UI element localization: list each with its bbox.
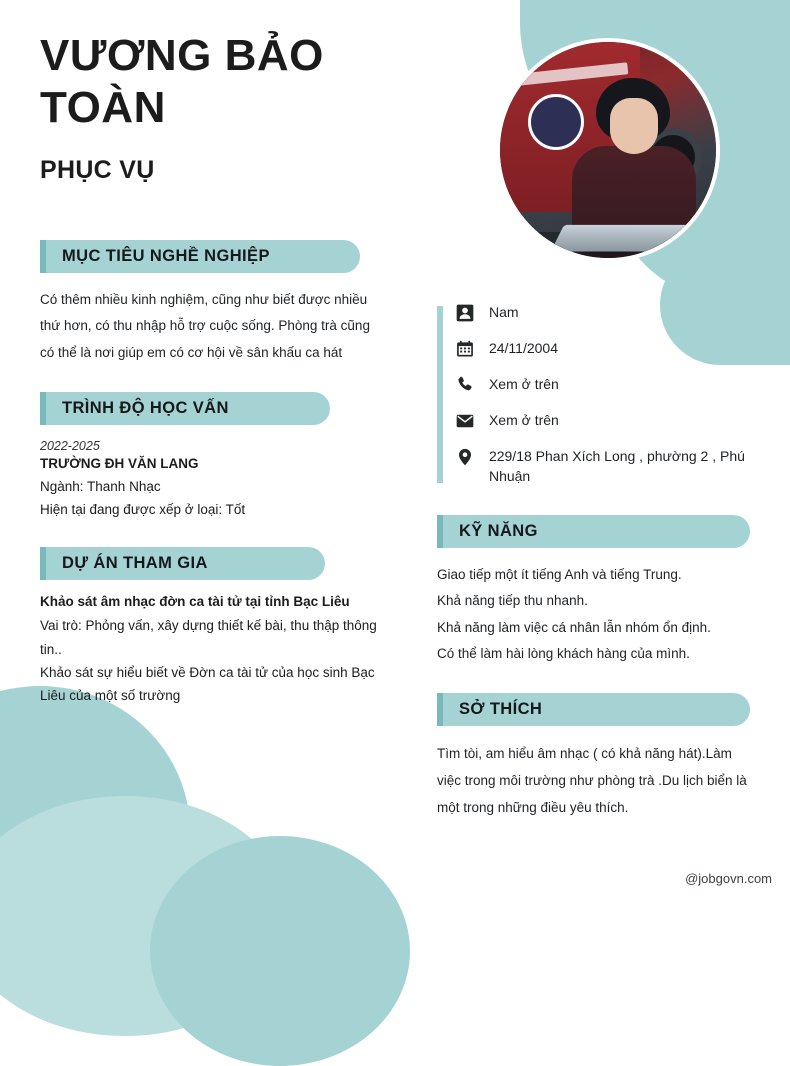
calendar-icon: [455, 339, 475, 359]
contact-value-gender: Nam: [488, 304, 519, 320]
section-projects: [40, 547, 381, 707]
avatar-image: [500, 42, 716, 258]
section-title-skills: KỸ NĂNG: [437, 515, 750, 548]
right-column: [399, 240, 750, 847]
skill-line-4: Có thể làm hài lòng khách hàng của mình.: [436, 645, 690, 661]
contact-row-address: [455, 446, 750, 487]
watermark: @jobgovn.com: [685, 871, 772, 886]
education-school: TRƯỜNG ĐH VĂN LANG: [40, 455, 199, 471]
person-icon: [455, 303, 475, 323]
contact-value-phone: Xem ở trên: [488, 376, 559, 392]
contact-value-address: 229/18 Phan Xích Long , phường 2 , Phú Nhuận: [488, 448, 745, 485]
section-title-objective: MỤC TIÊU NGHỀ NGHIỆP: [40, 240, 360, 273]
avatar: [496, 38, 720, 262]
objective-text: Có thêm nhiều kinh nghiệm, cũng như biết được nhiều thứ hơn, có thu nhập hỗ trợ cuộc sống. Phòng trà cũng có thể là nơi giúp em có cơ hội về sân khấu ca hát: [40, 292, 370, 360]
page-title: VƯƠNG BẢO TOÀN: [40, 31, 324, 132]
contact-row-gender: [455, 302, 750, 323]
contact-value-birthdate: 24/11/2004: [488, 340, 558, 356]
education-major: Ngành: Thanh Nhạc: [40, 478, 161, 494]
skill-line-3: Khả năng làm việc cá nhân lẫn nhóm ổn định.: [436, 619, 711, 635]
contact-row-email: [455, 410, 750, 431]
envelope-icon: [455, 411, 475, 431]
section-title-education: TRÌNH ĐỘ HỌC VẤN: [40, 392, 330, 425]
section-title-projects: DỰ ÁN THAM GIA: [40, 547, 325, 580]
contact-value-email: Xem ở trên: [488, 412, 559, 428]
phone-icon: [455, 375, 475, 395]
skill-line-1: Giao tiếp một ít tiếng Anh và tiếng Trung.: [436, 566, 682, 582]
hobbies-text: Tìm tòi, am hiểu âm nhạc ( có khả năng hát).Làm việc trong môi trường như phòng trà .Du lịch biển là một trong những điều yêu thích.: [436, 746, 747, 816]
skill-line-2: Khả năng tiếp thu nhanh.: [436, 593, 588, 609]
section-skills: [437, 515, 750, 668]
resume-header: [0, 0, 790, 240]
section-objective: [40, 240, 381, 366]
left-column: [40, 240, 399, 847]
section-hobbies: [437, 693, 750, 821]
job-role: PHỤC VỤ: [40, 155, 155, 184]
project-line-1: Vai trò: Phỏng vấn, xây dựng thiết kế bài, thu thập thông tin..: [40, 618, 377, 657]
education-date: 2022-2025: [40, 438, 100, 453]
project-heading: Khảo sát âm nhạc đờn ca tài tử tại tỉnh Bạc Liêu: [40, 594, 350, 610]
project-line-2: Khảo sát sự hiểu biết về Đờn ca tài tử của học sinh Bạc Liêu của một số trường: [40, 664, 375, 704]
contact-row-birthdate: [455, 338, 750, 359]
education-grade: Hiện tại đang được xếp ở loại: Tốt: [40, 502, 246, 518]
section-education: [40, 392, 381, 521]
contact-row-phone: [455, 374, 750, 395]
section-title-hobbies: SỞ THÍCH: [437, 693, 750, 726]
resume-columns: [0, 240, 790, 847]
contact-list: [437, 302, 750, 487]
location-pin-icon: [455, 447, 475, 467]
